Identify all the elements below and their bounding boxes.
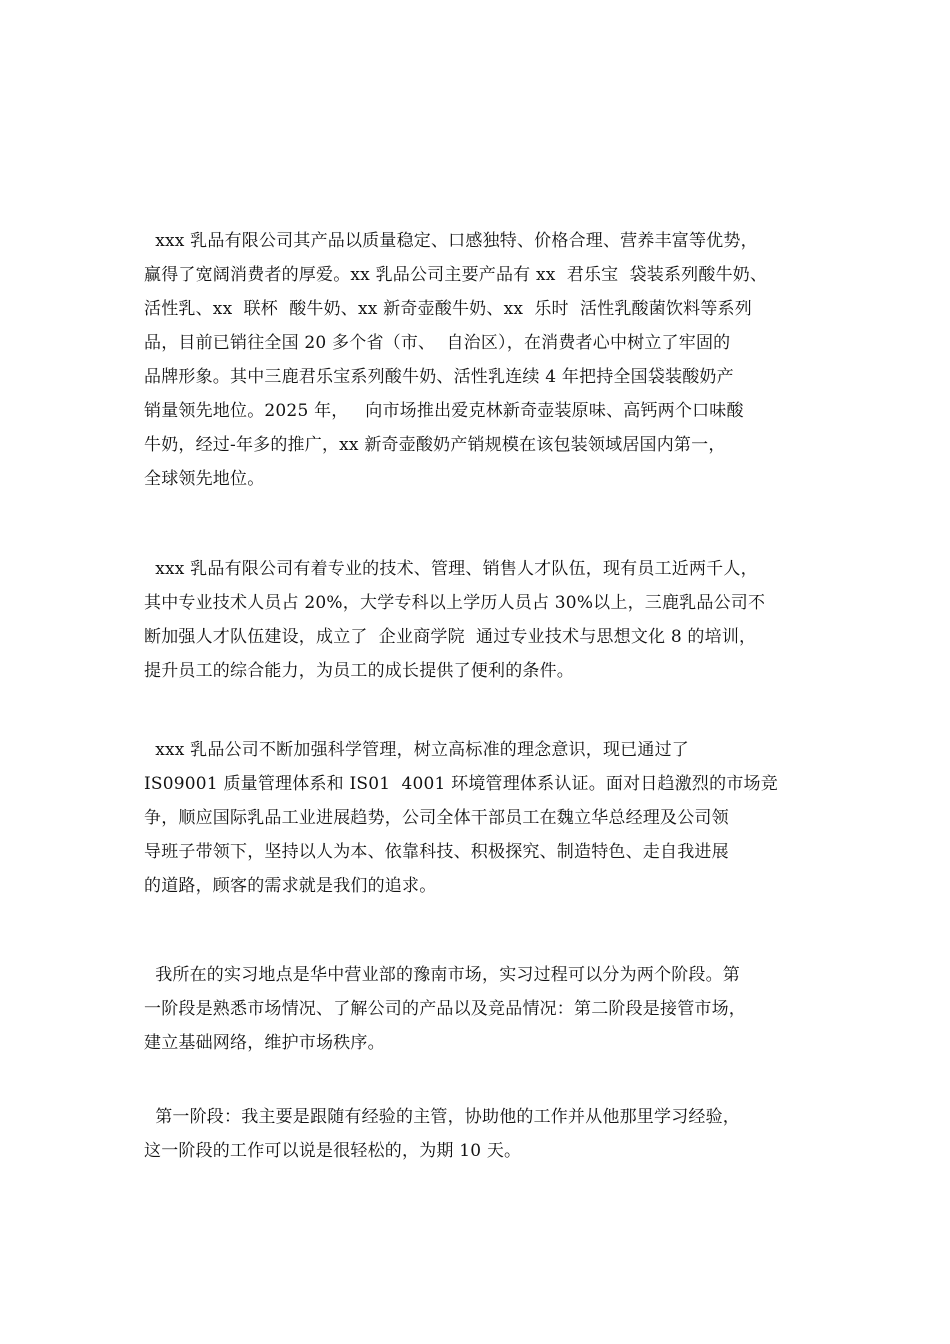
paragraph-company-management: [144, 733, 824, 903]
text-line: 争，顺应国际乳品工业进展趋势，公司全体干部员工在魏立华总经理及公司领: [144, 808, 729, 828]
paragraph-first-stage: [144, 1100, 824, 1168]
text-line: 赢得了宽阔消费者的厚爱。xx 乳品公司主要产品有 xx 君乐宝 袋装系列酸牛奶、: [144, 265, 768, 285]
text-line: 这一阶段的工作可以说是很轻松的，为期 10 天。: [144, 1141, 522, 1161]
text-line: 一阶段是熟悉市场情况、了解公司的产品以及竞品情况：第二阶段是接管市场，: [144, 999, 746, 1019]
text-line: 我所在的实习地点是华中营业部的豫南市场，实习过程可以分为两个阶段。第: [144, 965, 741, 985]
paragraph-company-staff: [144, 552, 824, 688]
text-line: 全球领先地位。: [144, 469, 265, 489]
text-line: 品，目前已销往全国 20 多个省（市、 自治区），在消费者心中树立了牢固的: [144, 333, 731, 353]
text-line: 断加强人才队伍建设，成立了 企业商学院 通过专业技术与思想文化 8 的培训，: [144, 627, 757, 647]
text-line: IS09001 质量管理体系和 IS01 4001 环境管理体系认证。面对日趋激烈的市场竞: [144, 774, 778, 794]
text-line: 的道路，顾客的需求就是我们的追求。: [144, 876, 437, 896]
text-line: 销量领先地位。2025 年， 向市场推出爱克林新奇壶装原味、高钙两个口味酸: [144, 401, 744, 421]
text-line: 导班子带领下，坚持以人为本、依靠科技、积极探究、制造特色、走自我进展: [144, 842, 729, 862]
text-line: xxx 乳品公司不断加强科学管理，树立高标准的理念意识，现已通过了: [144, 740, 689, 760]
text-line: 建立基础网络，维护市场秩序。: [144, 1033, 385, 1053]
text-line: 提升员工的综合能力，为员工的成长提供了便利的条件。: [144, 661, 574, 681]
text-line: xxx 乳品有限公司其产品以质量稳定、口感独特、价格合理、营养丰富等优势，: [144, 231, 758, 251]
text-line: 品牌形象。其中三鹿君乐宝系列酸牛奶、活性乳连续 4 年把持全国袋装酸奶产: [144, 367, 734, 387]
paragraph-internship-location: [144, 958, 824, 1060]
paragraph-company-products: [144, 224, 824, 496]
text-line: 第一阶段：我主要是跟随有经验的主管，协助他的工作并从他那里学习经验，: [144, 1107, 741, 1127]
text-line: 活性乳、xx 联杯 酸牛奶、xx 新奇壶酸牛奶、xx 乐时 活性乳酸菌饮料等系列: [144, 299, 752, 319]
text-line: 牛奶，经过-年多的推广，xx 新奇壶酸奶产销规模在该包装领域居国内第一，: [144, 435, 726, 455]
text-line: xxx 乳品有限公司有着专业的技术、管理、销售人才队伍，现有员工近两千人，: [144, 559, 758, 579]
text-line: 其中专业技术人员占 20%，大学专科以上学历人员占 30%以上，三鹿乳品公司不: [144, 593, 766, 613]
